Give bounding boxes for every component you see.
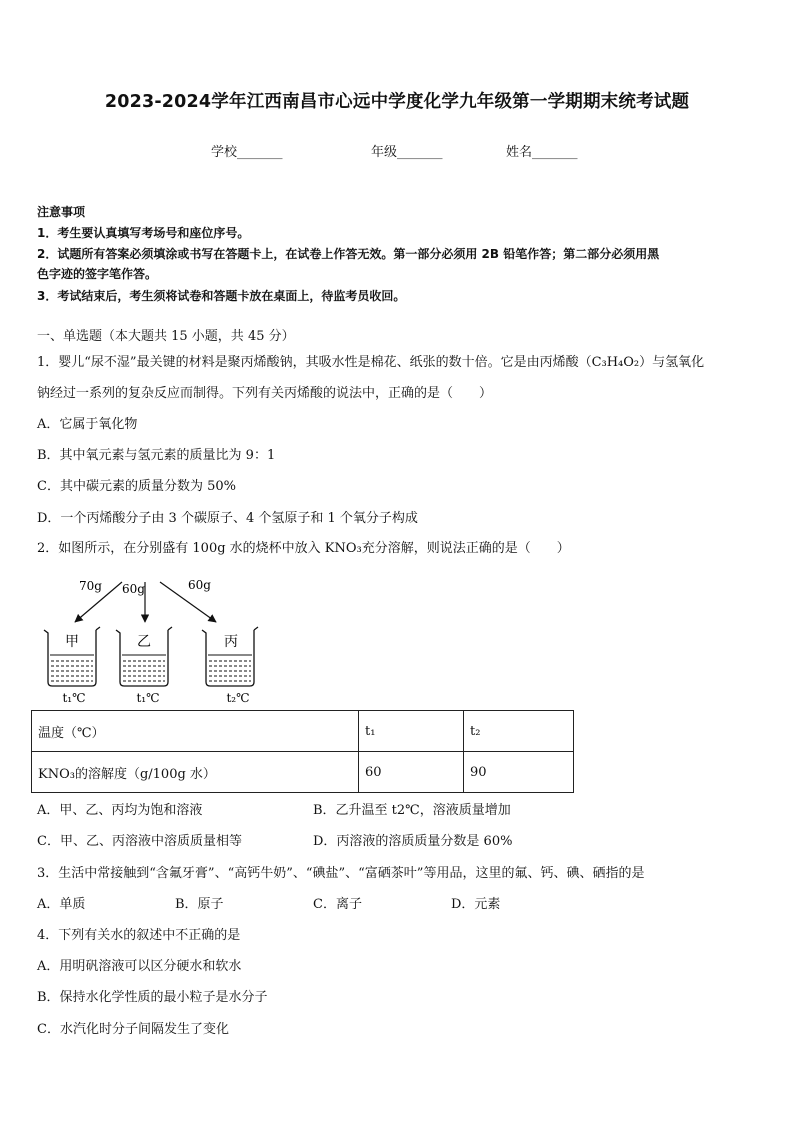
table-cell: t₂ [464, 711, 574, 752]
notes-heading: 注意事项 [37, 205, 86, 219]
mass-label-3: 60g [188, 578, 211, 592]
table-row [32, 752, 574, 793]
exam-title: 2023-2024学年江西南昌市心远中学度化学九年级第一学期期末统考试题 [104, 92, 690, 112]
name-field: 姓名_______ [506, 145, 578, 160]
beaker-jia [44, 627, 100, 705]
note-2-line-2: 色字迹的签字笔作答。 [37, 267, 158, 281]
temp-label-2: t₁℃ [136, 691, 160, 705]
q1-option-a: A．它属于氧化物 [37, 417, 138, 432]
q4-option-c: C．水汽化时分子间隔发生了变化 [37, 1022, 229, 1037]
beaker-label-yi: 乙 [137, 634, 151, 650]
table-cell: KNO₃的溶解度（g/100g 水） [32, 752, 359, 793]
q2-option-a: A．甲、乙、丙均为饱和溶液 [37, 803, 203, 818]
beaker-figure [30, 570, 280, 708]
q3-option-c: C．离子 [313, 897, 362, 912]
q1-stem-line-1: 1．婴儿“尿不湿”最关键的材料是聚丙烯酸钠，其吸水性是棉花、纸张的数十倍。它是由丙烯酸（C₃H₄O₂）与氢氧化 [37, 355, 705, 370]
table-cell: 60 [359, 752, 464, 793]
q4-option-a: A．用明矾溶液可以区分硬水和软水 [37, 959, 242, 974]
beaker-bing [202, 627, 258, 705]
q1-option-b: B．其中氧元素与氢元素的质量比为 9：1 [37, 448, 276, 463]
q1-option-d: D．一个丙烯酸分子由 3 个碳原子、4 个氢原子和 1 个氧分子构成 [37, 511, 418, 526]
q4-stem: 4．下列有关水的叙述中不正确的是 [37, 928, 241, 943]
q2-option-c: C．甲、乙、丙溶液中溶质质量相等 [37, 834, 242, 849]
q3-option-d: D．元素 [451, 897, 501, 912]
section-heading: 一、单选题（本大题共 15 小题，共 45 分） [37, 329, 295, 344]
q2-option-d: D．丙溶液的溶质质量分数是 60% [313, 834, 513, 849]
mass-label-1: 70g [79, 579, 102, 593]
q4-option-b: B．保持水化学性质的最小粒子是水分子 [37, 990, 268, 1005]
temp-label-3: t₂℃ [226, 691, 250, 705]
table-cell: t₁ [359, 711, 464, 752]
note-2-line-1: 2．试题所有答案必须填涂或书写在答题卡上，在试卷上作答无效。第一部分必须用 2B 铅笔作答；第二部分必须用黑 [37, 247, 660, 261]
beaker-label-bing: 丙 [224, 634, 238, 650]
table-cell: 90 [464, 752, 574, 793]
note-3: 3．考试结束后，考生须将试卷和答题卡放在桌面上，待监考员收回。 [37, 289, 406, 303]
q3-stem: 3．生活中常接触到“含氟牙膏”、“高钙牛奶”、“碘盐”、“富硒茶叶”等用品，这里的氟、钙、碘、硒指的是 [37, 866, 645, 881]
q1-stem-line-2: 钠经过一系列的复杂反应而制得。下列有关丙烯酸的说法中，正确的是（ ） [37, 386, 493, 401]
beaker-label-jia: 甲 [65, 634, 79, 650]
q2-option-b: B．乙升温至 t2℃，溶液质量增加 [313, 803, 511, 818]
table-cell: 温度（℃） [32, 711, 359, 752]
beaker-yi [116, 627, 172, 705]
q3-option-a: A．单质 [37, 897, 86, 912]
solubility-table [31, 710, 574, 793]
table-row [32, 711, 574, 752]
q3-option-b: B．原子 [175, 897, 224, 912]
grade-field: 年级_______ [371, 145, 443, 160]
q2-stem: 2．如图所示，在分别盛有 100g 水的烧杯中放入 KNO₃充分溶解，则说法正确的是（ ） [37, 541, 570, 556]
temp-label-1: t₁℃ [62, 691, 86, 705]
q1-option-c: C．其中碳元素的质量分数为 50% [37, 479, 236, 494]
school-field: 学校_______ [211, 145, 283, 160]
mass-label-2: 60g [122, 582, 145, 596]
note-1: 1．考生要认真填写考场号和座位序号。 [37, 226, 250, 240]
